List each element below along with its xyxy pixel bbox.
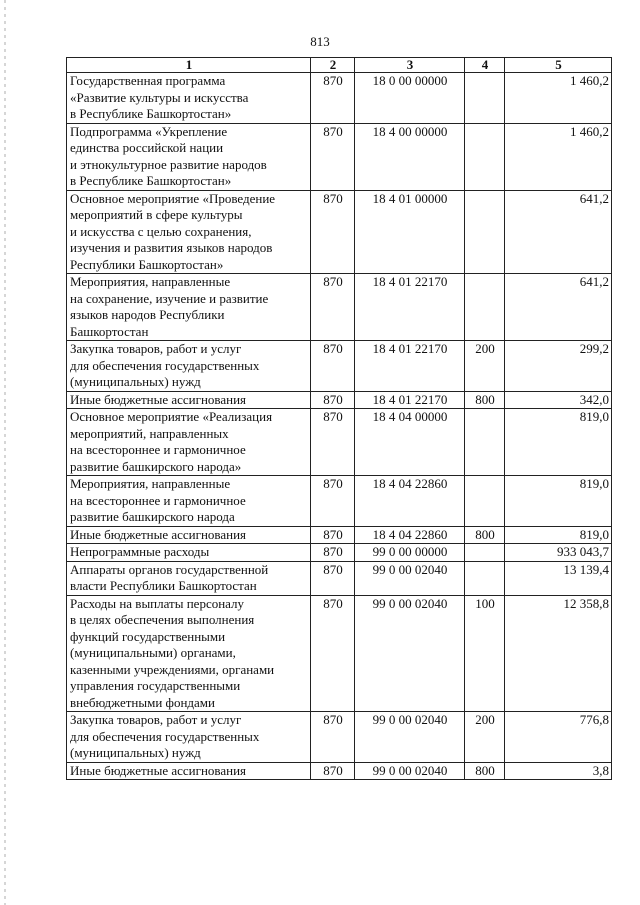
page-number: 813 [310,34,330,49]
row-name: Мероприятия, направленные на всестороннее и гармоничное развитие башкирского народа [67,476,311,527]
row-expense-type [465,274,505,341]
row-code: 870 [311,190,355,274]
row-expense-type [465,190,505,274]
table-row [67,391,612,409]
table-row [67,123,612,190]
row-expense-type: 100 [465,595,505,712]
row-name: Иные бюджетные ассигнования [67,526,311,544]
row-code: 870 [311,762,355,780]
row-amount: 3,8 [505,762,612,780]
row-target-article: 18 0 00 00000 [355,73,465,124]
row-code: 870 [311,526,355,544]
row-name: Основное мероприятие «Реализация мероприятий, направленных на всестороннее и гармоничное развитие башкирского народа» [67,409,311,476]
row-amount: 12 358,8 [505,595,612,712]
row-code: 870 [311,476,355,527]
row-expense-type [465,123,505,190]
table-row [67,476,612,527]
row-target-article: 18 4 01 22170 [355,274,465,341]
scan-edge-marks [4,0,6,905]
table-row [67,712,612,763]
row-amount: 342,0 [505,391,612,409]
row-expense-type: 200 [465,712,505,763]
row-code: 870 [311,712,355,763]
table-row [67,561,612,595]
row-name: Закупка товаров, работ и услуг для обеспечения государственных (муниципальных) нужд [67,341,311,392]
row-name: Подпрограмма «Укрепление единства российской нации и этнокультурное развитие народов в Республике Башкортостан» [67,123,311,190]
row-expense-type [465,544,505,562]
table-row [67,274,612,341]
column-header-1: 1 [67,58,311,73]
row-name: Основное мероприятие «Проведение мероприятий в сфере культуры и искусства с целью сохранения, изучения и развития языков народов Республики Башкортостан» [67,190,311,274]
row-target-article: 99 0 00 02040 [355,595,465,712]
row-amount: 819,0 [505,526,612,544]
column-header-3: 3 [355,58,465,73]
row-expense-type: 800 [465,526,505,544]
row-target-article: 18 4 01 00000 [355,190,465,274]
row-amount: 641,2 [505,274,612,341]
row-expense-type: 800 [465,762,505,780]
row-target-article: 18 4 01 22170 [355,341,465,392]
row-code: 870 [311,595,355,712]
table-row [67,595,612,712]
row-target-article: 18 4 04 22860 [355,476,465,527]
table-row [67,73,612,124]
row-code: 870 [311,123,355,190]
row-amount: 299,2 [505,341,612,392]
row-expense-type: 200 [465,341,505,392]
row-code: 870 [311,409,355,476]
row-name: Непрограммные расходы [67,544,311,562]
table-row [67,526,612,544]
row-code: 870 [311,544,355,562]
row-amount: 819,0 [505,409,612,476]
budget-table [66,57,612,780]
column-header-2: 2 [311,58,355,73]
row-expense-type [465,561,505,595]
row-target-article: 99 0 00 02040 [355,762,465,780]
row-target-article: 18 4 00 00000 [355,123,465,190]
row-target-article: 18 4 04 00000 [355,409,465,476]
row-code: 870 [311,391,355,409]
row-target-article: 99 0 00 02040 [355,561,465,595]
table-row [67,544,612,562]
row-amount: 933 043,7 [505,544,612,562]
row-target-article: 18 4 04 22860 [355,526,465,544]
row-target-article: 99 0 00 00000 [355,544,465,562]
row-code: 870 [311,341,355,392]
row-name: Расходы на выплаты персоналу в целях обеспечения выполнения функций государственными (муниципальными) органами, казенными учреждениями, органами управления государственными внебюджетными фондами [67,595,311,712]
table-body [67,73,612,780]
row-code: 870 [311,73,355,124]
row-name: Мероприятия, направленные на сохранение, изучение и развитие языков народов Республики Башкортостан [67,274,311,341]
table-row [67,341,612,392]
row-amount: 819,0 [505,476,612,527]
row-name: Иные бюджетные ассигнования [67,762,311,780]
table-header-row [67,58,612,73]
row-name: Аппараты органов государственной власти Республики Башкортостан [67,561,311,595]
row-target-article: 99 0 00 02040 [355,712,465,763]
row-expense-type [465,409,505,476]
row-target-article: 18 4 01 22170 [355,391,465,409]
row-amount: 1 460,2 [505,123,612,190]
row-amount: 641,2 [505,190,612,274]
column-header-4: 4 [465,58,505,73]
row-expense-type: 800 [465,391,505,409]
row-code: 870 [311,274,355,341]
row-name: Иные бюджетные ассигнования [67,391,311,409]
row-amount: 1 460,2 [505,73,612,124]
column-header-5: 5 [505,58,612,73]
row-expense-type [465,476,505,527]
table-row [67,409,612,476]
row-name: Государственная программа «Развитие культуры и искусства в Республике Башкортостан» [67,73,311,124]
table-row [67,762,612,780]
table-row [67,190,612,274]
row-code: 870 [311,561,355,595]
row-amount: 13 139,4 [505,561,612,595]
row-name: Закупка товаров, работ и услуг для обеспечения государственных (муниципальных) нужд [67,712,311,763]
row-amount: 776,8 [505,712,612,763]
row-expense-type [465,73,505,124]
